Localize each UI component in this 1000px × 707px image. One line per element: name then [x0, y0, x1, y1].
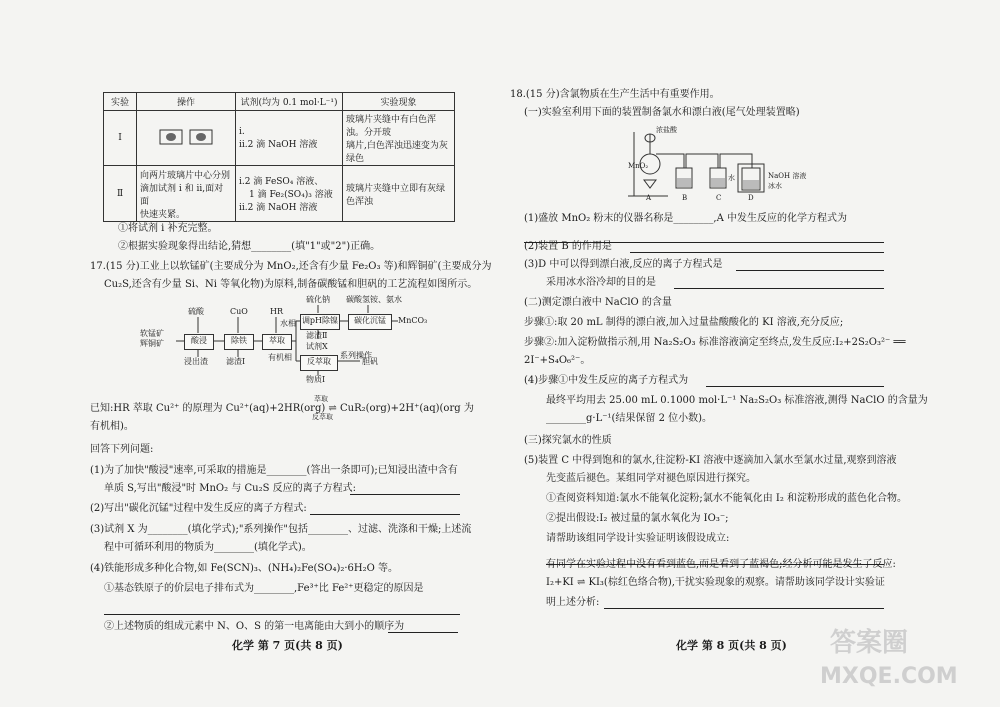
- label-b: B: [682, 194, 688, 202]
- page-footer: 化学 第 7 页(共 8 页): [232, 639, 343, 652]
- table-header: 试剂(均为 0.1 mol·L⁻¹): [236, 93, 343, 111]
- answer-blank[interactable]: [310, 504, 460, 515]
- reagent-i-cont: 1 滴 Fe₂(SO₄)₃ 溶液: [249, 190, 333, 200]
- known-text: 有机相)。: [90, 421, 134, 432]
- label-c: C: [716, 194, 722, 202]
- sub-question: 先变蓝后褪色。某组同学对褪色原因进行探究。: [546, 473, 756, 484]
- sub-question: I₂+KI ⇌ KI₃(棕红色络合物),干扰实验现象的观察。请帮助该同学设计实验证: [546, 577, 885, 588]
- label-slag2: 滤渣Ⅰ: [226, 357, 246, 366]
- label-slag1: 浸出渣: [184, 357, 208, 366]
- sub-question: 最终平均用去 25.00 mL 0.1000 mol·L⁻¹ Na₂S₂O₃ 标准溶液,测得 NaClO 的含量为: [546, 395, 928, 406]
- sub-question: 程中可循环利用的物质为________(填化学式)。: [104, 542, 312, 553]
- label-mno2: MnO₂: [628, 162, 649, 170]
- sub-question: (5)装置 C 中得到饱和的氯水,往淀粉-KI 溶液中逐滴加入氯水至氯水过量,观察到溶液: [524, 455, 897, 466]
- label-ice: 冰水: [768, 182, 782, 190]
- step-carb: 碳化沉锰: [348, 314, 392, 330]
- answer-blank[interactable]: [104, 604, 460, 615]
- watermark-site: MXQE.COM: [820, 664, 958, 689]
- right-page: [500, 0, 1000, 707]
- operation: 向两片玻璃片中心分别: [140, 170, 231, 181]
- label-sulfuric: 硫酸: [188, 307, 204, 316]
- watermark-logo: 答案圈: [830, 628, 909, 658]
- section-heading: (三)探究氯水的性质: [524, 435, 612, 446]
- question-text: ②根据实验现象得出结论,猜想________(填"1"或"2")正确。: [118, 241, 381, 252]
- experiment-table: [103, 92, 455, 222]
- step-extract: 萃取: [262, 334, 292, 350]
- label-nh4: 碳酸氢铵、氨水: [346, 295, 402, 304]
- sub-question: ②提出假设:I₂ 被过量的氯水氧化为 IO₃⁻;: [546, 513, 729, 524]
- phenomenon: 玻璃片夹缝中立即有灰绿色浑浊: [343, 166, 455, 222]
- label-org: 有机相: [268, 353, 292, 362]
- sub-question: 有同学在实验过程中没有看到蓝色,而是看到了蓝褐色;经分析可能是发生了反应:: [546, 559, 896, 570]
- label-hcl: 浓盐酸: [656, 126, 677, 134]
- sub-question: (1)为了加快"酸浸"速率,可采取的措施是________(答出一条即可);已知浸出渣中含有: [90, 465, 458, 476]
- arrow-label-up: 萃取: [314, 395, 328, 403]
- step-text: 步骤②:加入淀粉做指示剂,用 Na₂S₂O₃ 标准溶液滴定至终点,发生反应:I₂+2S₂O₃²⁻ ══: [524, 337, 906, 348]
- label-reagentx: 试剂X: [306, 342, 328, 351]
- label-mnco3: MnCO₃: [398, 316, 428, 325]
- process-flowchart: [140, 295, 440, 395]
- step-back-extract: 反萃取: [300, 355, 338, 371]
- label-aq: 水相: [280, 319, 296, 328]
- phenomenon: 璃片,白色浑浊迅速变为灰绿色: [346, 141, 448, 164]
- table-header: 实验: [104, 93, 137, 111]
- answer-blank[interactable]: [706, 376, 884, 387]
- sub-question: 请帮助该组同学设计实验证明该假设成立:: [546, 533, 730, 544]
- sub-question: 单质 S,写出"酸浸"时 MnO₂ 与 Cu₂S 反应的离子方程式:: [104, 483, 356, 494]
- label-series: 系列操作: [340, 351, 372, 360]
- sub-question: (2)写出"碳化沉锰"过程中发生反应的离子方程式:: [90, 503, 307, 514]
- sub-question: 采用冰水浴冷却的目的是: [546, 277, 656, 288]
- sub-question: (1)盛放 MnO₂ 粉末的仪器名称是________,A 中发生反应的化学方程式为: [524, 213, 847, 224]
- label-d: D: [748, 194, 754, 202]
- table-header: 实验现象: [343, 93, 455, 111]
- label-alum: 胆矾: [362, 357, 378, 366]
- sub-question: ②上述物质的组成元素中 N、O、S 的第一电离能由大到小的顺序为: [104, 621, 405, 632]
- sub-question: (2)装置 B 的作用是: [524, 241, 612, 252]
- answer-blank[interactable]: [736, 260, 884, 271]
- question-17-stem: 17.(15 分)工业上以软锰矿(主要成分为 MnO₂,还含有少量 Fe₂O₃ 等)和辉铜矿(主要成分为: [90, 261, 492, 272]
- operation: 滴加试剂 i 和 ii,面对面: [140, 183, 224, 207]
- arrow-label-down: 反萃取: [312, 413, 333, 421]
- reagent-ii: ii.2 滴 NaOH 溶液: [239, 203, 318, 213]
- step-ph: 调pH除镍: [300, 314, 340, 330]
- question-17-stem: Cu₂S,还含有少量 Si、Ni 等氧化物)为原料,制备碳酸锰和胆矾的工艺流程如图所示。: [104, 279, 478, 290]
- section-heading: (二)测定漂白液中 NaClO 的含量: [524, 297, 672, 308]
- reagent-i: i.2 滴 FeSO₄ 溶液、: [239, 177, 324, 187]
- phenomenon: 玻璃片夹缝中有白色浑浊。分开玻: [346, 115, 437, 138]
- page-footer: 化学 第 8 页(共 8 页): [676, 639, 787, 652]
- step-text: 2I⁻+S₄O₆²⁻。: [524, 355, 591, 366]
- table-header: 操作: [137, 93, 236, 111]
- sub-question: 明上述分析:: [546, 597, 600, 608]
- row-id: Ⅱ: [104, 166, 137, 222]
- step-remove-fe: 除铁: [224, 334, 254, 350]
- sub-question: (3)试剂 X 为________(填化学式);"系列操作"包括________、过滤、洗涤和干燥;上述流: [90, 524, 472, 535]
- sub-question: (3)D 中可以得到漂白液,反应的离子方程式是: [524, 259, 723, 270]
- sub-question: ________g·L⁻¹(结果保留 2 位小数)。: [546, 413, 713, 424]
- label-hr: HR: [270, 307, 283, 316]
- glass-slides-figure: [137, 111, 236, 166]
- sub-question: ①基态铁原子的价层电子排布式为________,Fe³⁺比 Fe²⁺更稳定的原因是: [104, 583, 424, 594]
- step-leach: 酸浸: [184, 334, 214, 350]
- step-text: 步骤①:取 20 mL 制得的漂白液,加入过量盐酸酸化的 KI 溶液,充分反应;: [524, 317, 844, 328]
- sub-question: ①查阅资料知道:氯水不能氧化淀粉;氯水不能氧化由 I₂ 和淀粉形成的蓝色化合物。: [546, 493, 908, 504]
- known-text: 已知:HR 萃取 Cu²⁺ 的原理为 Cu²⁺(aq)+2HR(org) ⇌ CuR₂(org)+2H⁺(aq)(org 为: [90, 403, 474, 414]
- answer-blank[interactable]: [630, 242, 884, 253]
- answer-blank[interactable]: [674, 278, 884, 289]
- answer-blank[interactable]: [604, 598, 884, 609]
- label-water: 水: [728, 174, 735, 182]
- reagent-i: i.: [239, 126, 245, 137]
- section-heading: (一)实验室利用下面的装置制备氯水和漂白液(尾气处理装置略): [524, 107, 800, 118]
- instructions: 回答下列问题:: [90, 444, 154, 455]
- reagent-ii: ii.2 滴 NaOH 溶液: [239, 139, 318, 150]
- answer-blank[interactable]: [388, 622, 458, 633]
- sub-question: (4)步骤①中发生反应的离子方程式为: [524, 375, 689, 386]
- label-na2s: 硫化钠: [306, 295, 330, 304]
- question-18-stem: 18.(15 分)含氯物质在生产生活中有重要作用。: [510, 89, 720, 100]
- glass-slide-icon: [156, 127, 216, 147]
- apparatus-drawing: [628, 124, 818, 204]
- label-ore2: 辉铜矿: [140, 339, 164, 348]
- label-ore: 软锰矿: [140, 329, 164, 338]
- apparatus-figure: [628, 124, 818, 204]
- question-text: ①将试剂 i 补充完整。: [118, 223, 218, 234]
- sub-question: (4)铁能形成多种化合物,如 Fe(SCN)₃、(NH₄)₂Fe(SO₄)₂·6H₂O 等。: [90, 563, 399, 574]
- operation: 快速夹紧。: [140, 209, 186, 220]
- label-slag3: 滤渣Ⅱ: [306, 331, 328, 340]
- answer-blank[interactable]: [350, 484, 460, 495]
- label-a: A: [646, 194, 652, 202]
- label-mat: 物质Ⅰ: [306, 375, 326, 384]
- label-naoh: NaOH 溶液: [768, 172, 807, 180]
- label-cuo: CuO: [230, 307, 248, 316]
- row-id: Ⅰ: [104, 111, 137, 166]
